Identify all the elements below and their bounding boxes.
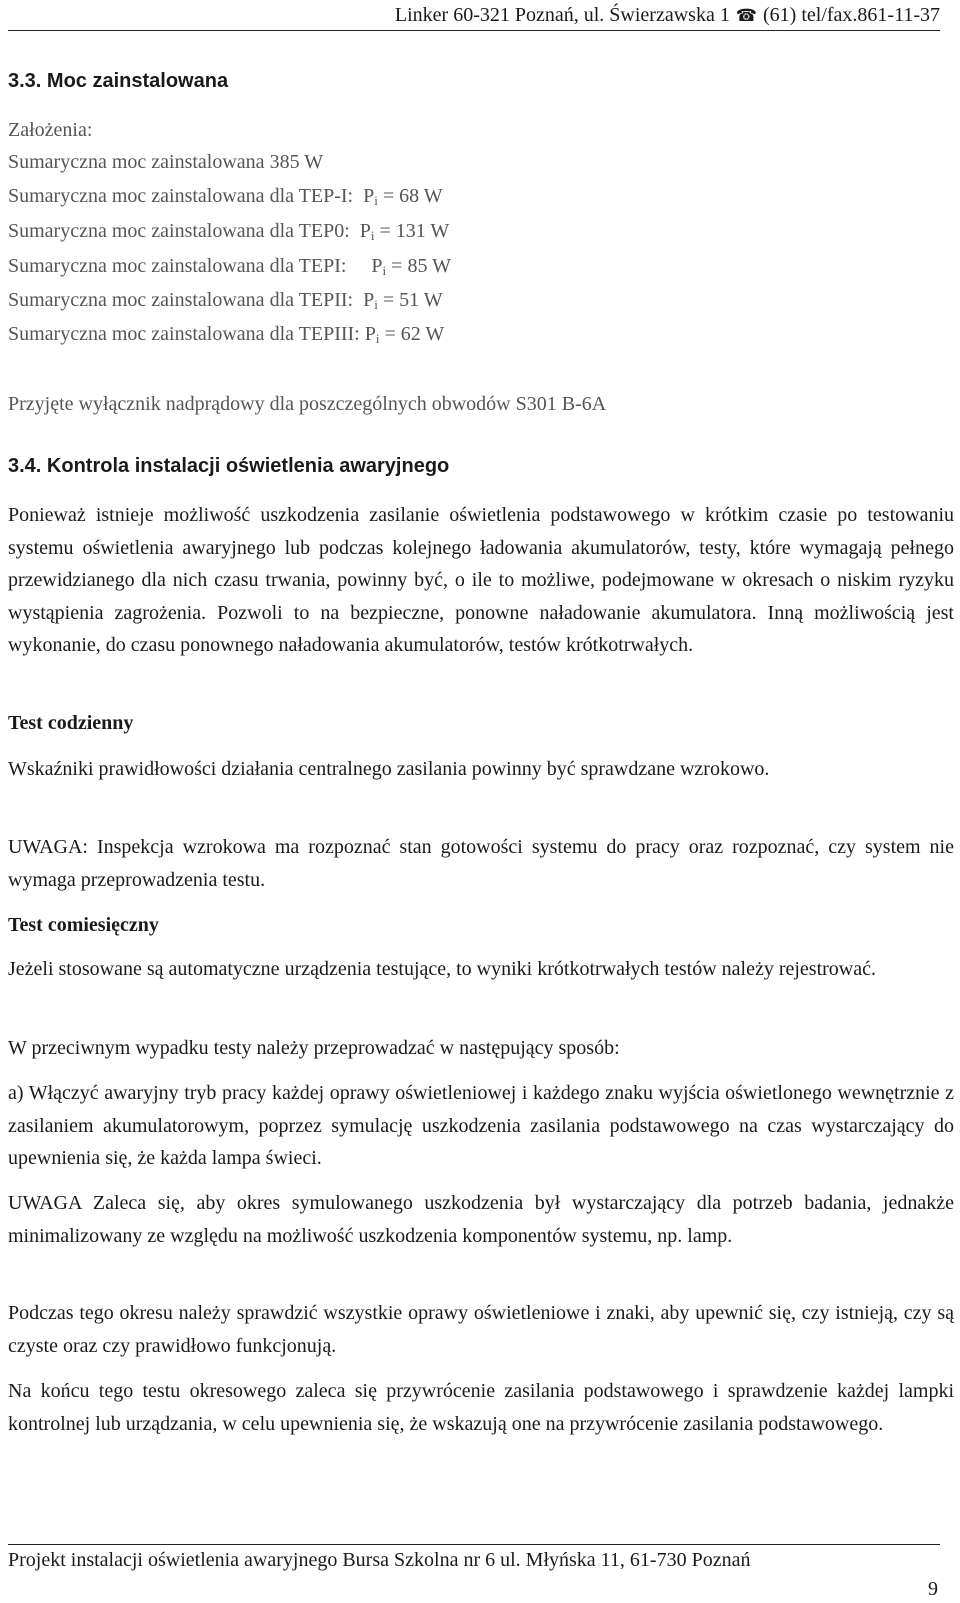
power-value: = 62 W (384, 323, 445, 345)
power-value: = 131 W (379, 220, 450, 242)
total-power-line: Sumaryczna moc zainstalowana 385 W (8, 151, 324, 173)
during-paragraph: Podczas tego okresu należy sprawdzić wszystkie oprawy oświetleniowe i znaki, aby upewnić się, czy istnieją, czy są czyste oraz czy prawidłowo funkcjonują. (8, 1302, 954, 1357)
monthly-test-paragraph: Jeżeli stosowane są automatyczne urządzenia testujące, to wyniki krótkotrwałych testów należy rejestrować. (8, 958, 876, 980)
power-row-label: Sumaryczna moc zainstalowana dla TEPI: (8, 255, 347, 277)
power-subscript: i (375, 331, 380, 346)
daily-test-note: UWAGA: Inspekcja wzrokowa ma rozpoznać stan gotowości systemu do pracy oraz rozpoznać, czy system nie wymaga przeprowadzenia testu. (8, 836, 954, 891)
power-symbol: P (359, 220, 371, 242)
step-a-paragraph: a) Włączyć awaryjny tryb pracy każdej oprawy oświetleniowej i każdego znaku wyjścia oświetlonego wewnętrznie z zasilaniem akumulatorowym, poprzez symulację uszkodzenia zasilania podstawowego na czas wystarczający do upewnienia się, że każda lampa świeci. (8, 1082, 954, 1170)
intro-paragraph: Ponieważ istnieje możliwość uszkodzenia zasilanie oświetlenia podstawowego w krótkim czasie po testowaniu systemu oświetlenia awaryjnego lub podczas kolejnego ładowania akumulatorów, testy, które wymagają pełnego przewidzianego dla nich czasu trwania, powinny być, o ile to możliwe, podejmowane w okresach o niskim ryzyku wystąpienia zagrożenia. Pozwoli to na bezpieczne, ponowne naładowanie akumulatora. Inną możliwością jest wykonanie, do czasu ponownego naładowania akumulatorów, testów krótkotrwałych. (8, 504, 954, 657)
assumptions-label: Założenia: (8, 119, 93, 141)
footer-text: Projekt instalacji oświetlenia awaryjnego Bursa Szkolna nr 6 ul. Młyńska 11, 61-730 Poznań (8, 1549, 751, 1571)
daily-test-heading: Test codzienny (8, 712, 134, 734)
power-row-label: Sumaryczna moc zainstalowana dla TEPIII: (8, 323, 360, 345)
power-row-label: Sumaryczna moc zainstalowana dla TEPII: (8, 289, 354, 311)
monthly-test-heading: Test comiesięczny (8, 914, 159, 936)
power-subscript: i (374, 193, 378, 208)
power-symbol: P (363, 289, 375, 311)
section-3-3-title: 3.3. Moc zainstalowana (8, 70, 229, 92)
header-phone: (61) tel/fax.861-11-37 (763, 4, 940, 26)
power-row (8, 289, 443, 313)
power-symbol: P (363, 185, 375, 207)
power-row (8, 255, 451, 279)
power-value: = 51 W (382, 289, 443, 311)
power-value: = 68 W (382, 185, 443, 207)
power-row-label: Sumaryczna moc zainstalowana dla TEP-I: (8, 185, 354, 207)
power-symbol: P (371, 255, 383, 277)
otherwise-paragraph: W przeciwnym wypadku testy należy przeprowadzać w następujący sposób: (8, 1037, 620, 1059)
page-number: 9 (928, 1578, 938, 1600)
power-symbol: P (364, 323, 376, 345)
power-row (8, 185, 443, 209)
power-row (8, 323, 444, 347)
power-subscript: i (370, 228, 375, 243)
header-address: Linker 60-321 Poznań, ul. Świerzawska 1 (394, 4, 730, 26)
end-paragraph: Na końcu tego testu okresowego zaleca się przywrócenie zasilania podstawowego i sprawdzenie każdej lampki kontrolnej lub urządzania, w celu upewnienia się, że wskazują one na przywrócenie zasilania podstawowego. (8, 1380, 954, 1435)
power-row-label: Sumaryczna moc zainstalowana dla TEP0: (8, 220, 350, 242)
telephone-icon: ☎ (735, 6, 758, 26)
breaker-line: Przyjęte wyłącznik nadprądowy dla poszczególnych obwodów S301 B-6A (8, 393, 607, 415)
page-header (8, 4, 940, 31)
power-value: = 85 W (391, 255, 451, 277)
page-footer (8, 1544, 940, 1572)
daily-test-paragraph: Wskaźniki prawidłowości działania centralnego zasilania powinny być sprawdzane wzrokowo. (8, 758, 770, 780)
power-subscript: i (382, 263, 387, 278)
power-row (8, 220, 449, 244)
power-subscript: i (374, 297, 378, 312)
section-3-4-title: 3.4. Kontrola instalacji oświetlenia awaryjnego (8, 455, 450, 477)
note-paragraph: UWAGA Zaleca się, aby okres symulowanego uszkodzenia był wystarczający dla potrzeb badania, jednakże minimalizowany ze względu na możliwość uszkodzenia komponentów systemu, np. lamp. (8, 1192, 954, 1247)
